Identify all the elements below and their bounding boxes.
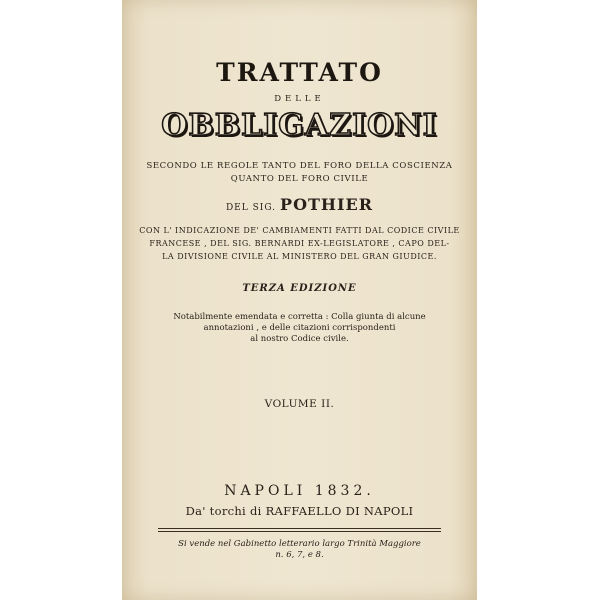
indication-line-2: FRANCESE , DEL SIG. BERNARDI EX-LEGISLATORE , CAPO DEL- — [149, 239, 450, 248]
title-line-delle: DELLE — [274, 94, 325, 104]
title-page — [122, 0, 477, 600]
author-line — [122, 195, 477, 214]
imprint-line-2: n. 6, 7, e 8. — [275, 550, 324, 560]
volume-label: VOLUME II. — [264, 398, 335, 410]
subtitle-line-2: QUANTO DEL FORO CIVILE — [230, 174, 369, 184]
author-prefix: DEL SIG. — [225, 203, 277, 213]
imprint-rule-bottom — [158, 531, 441, 532]
author-name: POTHIER — [280, 195, 374, 214]
edition-label: TERZA EDIZIONE — [242, 283, 357, 294]
indication-line-3: LA DIVISIONE CIVILE AL MINISTERO DEL GRAN GIUDICE. — [162, 252, 437, 261]
imprint-line-1: Si vende nel Gabinetto letterario largo Trinità Maggiore — [178, 539, 421, 549]
title-line-trattato: TRATTATO — [216, 58, 383, 87]
description-line-1: Notabilmente emendata e corretta : Colla giunta di alcune — [173, 312, 426, 322]
indication-line-1: CON L' INDICAZIONE DE' CAMBIAMENTI FATTI DAL CODICE CIVILE — [139, 226, 460, 235]
printer-line: Da' torchi di RAFFAELLO DI NAPOLI — [185, 504, 414, 518]
imprint-rule-top — [158, 528, 441, 529]
description-line-2: annotazioni , e delle citazioni corrispondenti — [203, 323, 396, 333]
description-line-3: al nostro Codice civile. — [250, 334, 349, 344]
subtitle-line-1: SECONDO LE REGOLE TANTO DEL FORO DELLA COSCIENZA — [146, 161, 453, 171]
title-line-obbligazioni: OBBLIGAZIONI — [161, 108, 438, 143]
place-year: NAPOLI 1832. — [224, 483, 375, 499]
